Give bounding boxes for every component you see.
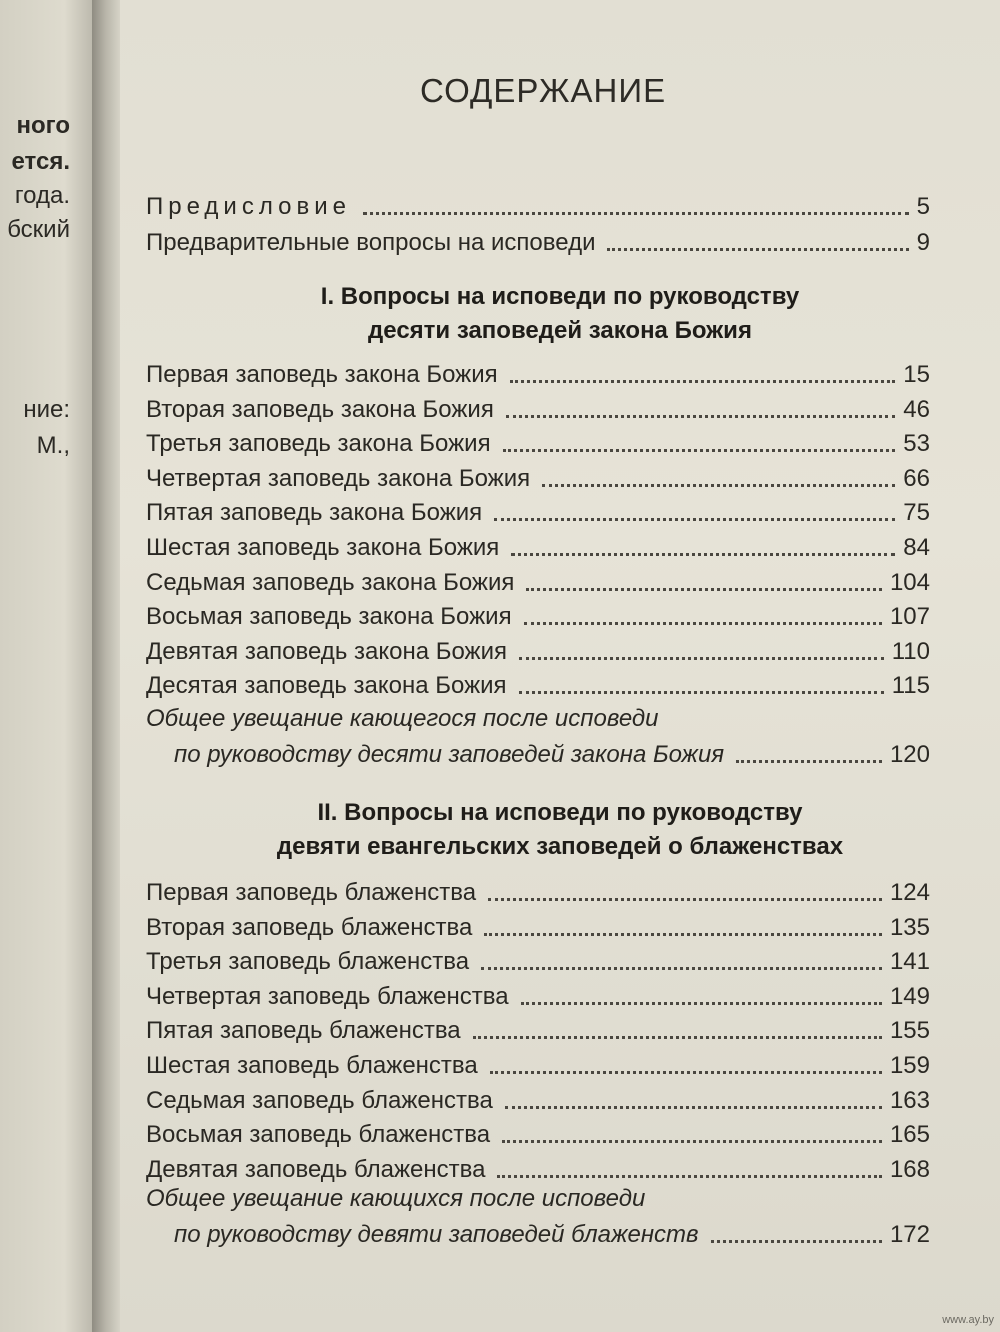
toc-entry-title: Девятая заповедь закона Божия (146, 637, 508, 665)
toc-entry-title: Первая заповедь закона Божия (146, 361, 498, 388)
toc-entry-title: Вторая заповедь блаженства (146, 913, 473, 941)
toc-entry[interactable] (146, 1118, 930, 1150)
toc-entry-title: Первая заповедь блаженства (146, 879, 477, 906)
dot-leader (484, 933, 882, 936)
dot-leader (542, 484, 895, 487)
toc-entry[interactable] (146, 531, 930, 563)
toc-entry-title: Четвертая заповедь блаженства (146, 982, 509, 1010)
toc-entry-title: Предисловие (146, 193, 351, 220)
toc-entry[interactable] (146, 600, 930, 632)
toc-entry[interactable] (146, 393, 930, 425)
toc-entry[interactable] (146, 669, 930, 701)
toc-entry[interactable] (146, 358, 930, 390)
toc-entry-page: 124 (889, 879, 930, 906)
dot-leader (526, 588, 882, 591)
toc-entry-page: 172 (889, 1221, 930, 1248)
toc-entry-title: Девятая заповедь блаженства (146, 1155, 486, 1183)
contents-page (120, 0, 1000, 1332)
toc-entry[interactable] (146, 496, 930, 528)
dot-leader (519, 691, 884, 694)
toc-entry-title: Шестая заповедь блаженства (146, 1052, 478, 1079)
section-1-heading-line-2: десяти заповедей закона Божия (368, 317, 752, 344)
toc-entry-page: 120 (889, 741, 930, 768)
toc-entry-page: 53 (903, 430, 930, 458)
toc-entry-title: Восьмая заповедь закона Божия (146, 603, 512, 631)
toc-entry-title: Третья заповедь блаженства (146, 948, 470, 976)
dot-leader (473, 1036, 882, 1039)
section-1-heading (120, 280, 1000, 348)
toc-entry[interactable] (146, 1049, 930, 1081)
toc-entry-title: по руководству девяти заповедей блаженств (174, 1221, 699, 1248)
toc-entry-section-2-closing[interactable] (146, 1218, 930, 1250)
toc-entry-title: Седьмая заповедь блаженства (146, 1086, 493, 1114)
toc-entry-title: Седьмая заповедь закона Божия (146, 568, 515, 596)
toc-entry[interactable] (146, 635, 930, 667)
toc-entry[interactable] (146, 945, 930, 977)
dot-leader (497, 1175, 881, 1178)
previous-page-text: бский (7, 216, 70, 243)
toc-entry-page: 135 (889, 913, 930, 941)
toc-entry[interactable] (146, 876, 930, 908)
dot-leader (502, 1140, 882, 1143)
toc-entry-title: Третья заповедь закона Божия (146, 430, 491, 458)
toc-entry-title: Предварительные вопросы на исповеди (146, 229, 596, 256)
toc-entry-page: 159 (889, 1052, 930, 1079)
toc-entry[interactable] (146, 911, 930, 943)
toc-entry-page: 163 (889, 1086, 930, 1114)
dot-leader (736, 760, 882, 763)
dot-leader (510, 380, 896, 383)
toc-entry-page: 107 (889, 603, 930, 631)
previous-page-text: года. (14, 182, 70, 209)
dot-leader (524, 622, 882, 625)
toc-entry[interactable] (146, 980, 930, 1012)
toc-entry[interactable] (146, 566, 930, 598)
previous-page-text: ного (16, 112, 70, 139)
toc-entry-title: Восьмая заповедь блаженства (146, 1121, 491, 1149)
toc-entry[interactable] (146, 1153, 930, 1185)
dot-leader (481, 967, 882, 970)
toc-entry-page: 15 (903, 361, 930, 388)
previous-page-text: ние: (23, 396, 70, 423)
section-2-closing-line-1[interactable]: Общее увещание кающихся после исповеди (146, 1185, 646, 1212)
section-2-heading (120, 796, 1000, 864)
previous-page-text: М., (36, 432, 70, 459)
dot-leader (521, 1002, 882, 1005)
section-1-heading-line-1: I. Вопросы на исповеди по руководству (320, 283, 800, 310)
dot-leader (506, 415, 895, 418)
toc-entry[interactable] (146, 1014, 930, 1046)
previous-page-text: ется. (11, 148, 70, 175)
toc-entry-page: 165 (889, 1121, 930, 1149)
watermark: www.ay.by (942, 1314, 994, 1326)
toc-entry-section-1-closing[interactable] (146, 738, 930, 770)
dot-leader (511, 553, 895, 556)
toc-entry-page: 168 (889, 1155, 930, 1183)
dot-leader (490, 1071, 882, 1074)
toc-entry-page: 149 (889, 982, 930, 1010)
toc-entry-title: Пятая заповедь закона Божия (146, 499, 483, 527)
toc-entry-title: Четвертая заповедь закона Божия (146, 464, 531, 492)
page-title: СОДЕРЖАНИЕ (420, 72, 667, 109)
dot-leader (505, 1106, 882, 1109)
toc-entry-page: 115 (891, 672, 930, 700)
toc-entry-page: 141 (889, 948, 930, 976)
section-2-heading-line-2: девяти евангельских заповедей о блаженствах (276, 833, 844, 860)
toc-entry-page: 104 (889, 568, 930, 596)
toc-entry[interactable] (146, 1084, 930, 1116)
toc-entry-page: 9 (916, 229, 930, 256)
toc-entry-page: 5 (916, 193, 930, 220)
toc-entry-preface[interactable] (146, 190, 930, 222)
dot-leader (503, 449, 896, 452)
toc-entry-title: Десятая заповедь закона Божия (146, 672, 507, 700)
toc-entry-title: по руководству десяти заповедей закона Божия (174, 741, 725, 768)
toc-entry-title: Вторая заповедь закона Божия (146, 395, 494, 423)
toc-entry-page: 75 (903, 499, 930, 527)
dot-leader (607, 248, 908, 251)
section-1-closing-line-1[interactable]: Общее увещание кающегося после исповеди (146, 705, 659, 732)
toc-entry-preliminary-questions[interactable] (146, 226, 930, 258)
book-gutter (92, 0, 120, 1332)
dot-leader (363, 212, 909, 215)
dot-leader (711, 1240, 882, 1243)
toc-entry-title: Шестая заповедь закона Божия (146, 534, 500, 561)
toc-entry-title: Пятая заповедь блаженства (146, 1017, 461, 1045)
toc-entry-page: 66 (903, 464, 930, 492)
dot-leader (494, 518, 895, 521)
section-2-heading-line-1: II. Вопросы на исповеди по руководству (317, 799, 803, 826)
toc-entry-page: 110 (891, 637, 930, 665)
dot-leader (488, 898, 882, 901)
toc-entry-page: 155 (889, 1017, 930, 1045)
dot-leader (519, 657, 884, 660)
previous-page-edge (0, 0, 92, 1332)
toc-entry-page: 46 (903, 395, 930, 423)
toc-entry[interactable] (146, 462, 930, 494)
toc-entry[interactable] (146, 427, 930, 459)
toc-entry-page: 84 (903, 534, 930, 561)
